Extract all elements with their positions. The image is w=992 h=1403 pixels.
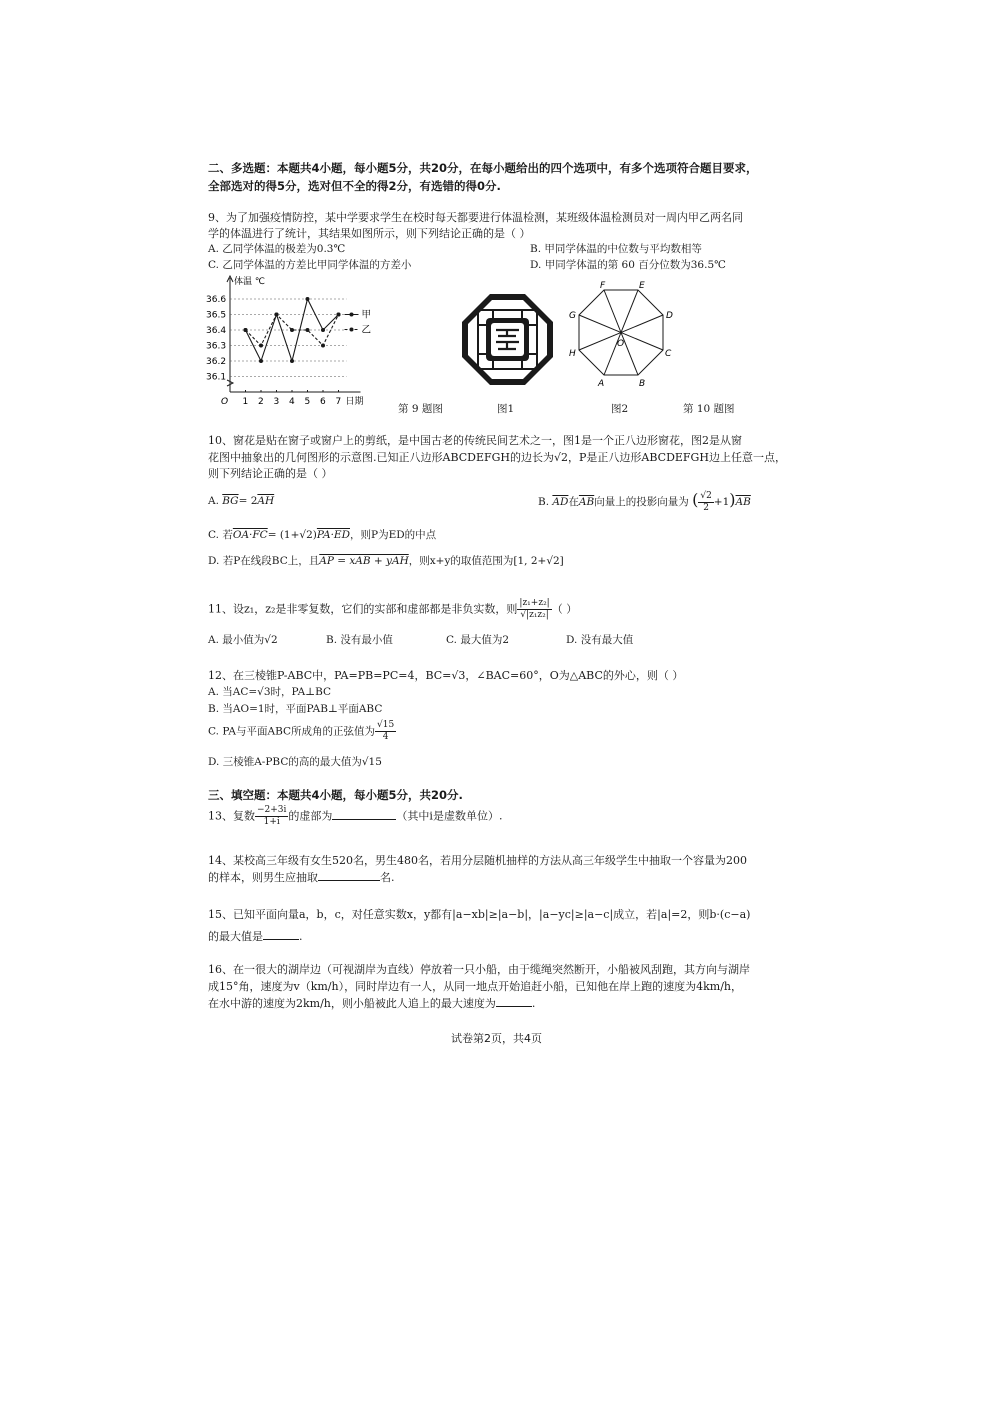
q10-option-b-label: B.	[538, 496, 550, 508]
legend-label-1: 甲	[361, 309, 372, 321]
data-point-series-2	[321, 344, 325, 348]
q16-stem-line3	[208, 995, 535, 1011]
q10-option-b-mid: 在	[568, 496, 579, 508]
q10-option-d	[208, 553, 564, 568]
q10-option-d-text: ，则x+y的取值范围为[1, 2+√2]	[408, 555, 564, 567]
q10-stem-line2	[208, 449, 786, 465]
q10-option-c-expr2: PA·ED	[316, 529, 350, 541]
q15-stem-line1: 15、已知平面向量a，b，c，对任意实数x，y都有|a−xb|≥|a−b|，|a−yc|≥|a−c|成立，若|a|=2，则b·(c−a)	[208, 908, 751, 921]
q13-den: 1+i	[263, 817, 280, 827]
octagon-label-o: O	[617, 339, 625, 349]
q10-option-b-text: 向量上的投影向量为	[594, 496, 689, 508]
q11-option-b: B. 没有最小值	[326, 634, 393, 646]
octagon-label-c: C	[665, 349, 672, 359]
caption-q10: 第 10 题图	[683, 403, 735, 415]
q12-stem: 12、在三棱锥P-ABC中，PA=PB=PC=4，BC=√3，∠BAC=60°，O为△ABC的外心，则（ ）	[208, 669, 684, 682]
q10-option-a-label: A.	[208, 495, 219, 507]
data-point-series-1	[259, 359, 263, 363]
q9-stem-line2: 学的体温进行了统计，其结果如图所示，则下列结论正确的是（ ）	[208, 227, 531, 240]
data-point-series-1	[290, 359, 294, 363]
x-tick-label: 4	[289, 397, 295, 407]
x-tick-label: 2	[258, 397, 264, 407]
q11-num: |z₁+z₂|	[519, 598, 550, 608]
q11-option-d: D. 没有最大值	[566, 634, 634, 646]
octagon-label-d: D	[666, 311, 673, 321]
data-point-series-1	[306, 297, 310, 301]
q14-unit: 名.	[380, 871, 395, 884]
x-axis-label: 日期	[345, 397, 364, 407]
x-tick-label: 3	[273, 397, 280, 407]
vector-ad: $\overline{AD}$	[552, 496, 569, 508]
legend-label-2: 乙	[361, 324, 372, 336]
q12-option-c-text: C. PA与平面ABC所成角的正弦值为	[208, 725, 376, 738]
q10-option-a	[208, 495, 274, 507]
q11-stem-text: 11、设z₁，z₂是非零复数，它们的实部和虚部都是非负实数，则	[208, 602, 518, 616]
q13-stem	[208, 805, 502, 828]
q16-stem-line1: 16、在一很大的湖岸边（可视湖岸为直线）停放着一只小船，由于缆绳突然断开，小船被风刮跑，其方向与湖岸	[208, 963, 750, 976]
octagon-label-f: F	[600, 281, 606, 291]
vector-bg: $\overline{BG}$	[222, 495, 239, 507]
q12-option-b: B. 当AO=1时，平面PAB⊥平面ABC	[208, 703, 383, 715]
x-tick-label: 7	[335, 397, 342, 407]
q13-answer-blank[interactable]	[332, 819, 396, 820]
data-point-series-2	[275, 313, 279, 317]
legend-marker-1	[350, 313, 354, 317]
q13-text: 的虚部为	[288, 809, 333, 823]
data-point-series-2	[259, 344, 263, 348]
q10-option-c-mid: = (1+√2)	[267, 529, 317, 541]
q11-option-a: A. 最小值为√2	[208, 634, 278, 646]
q9-option-b: B. 甲同学体温的中位数与平均数相等	[530, 243, 702, 255]
data-point-series-2	[244, 328, 248, 332]
q15-period: .	[299, 930, 303, 943]
q10-option-b-num: √2	[700, 490, 712, 501]
q10-option-a-eq: = 2	[238, 495, 258, 507]
q13-num: −2+3i	[257, 805, 287, 815]
data-point-series-1	[321, 328, 325, 332]
vector-ah: $\overline{AH}$	[257, 495, 275, 507]
q14-answer-blank[interactable]	[318, 880, 380, 881]
q11-stem	[208, 598, 577, 621]
q11-den: √|z₁z₂|	[520, 610, 549, 620]
q14-stem-line1: 14、某校高三年级有女生520名，男生480名，若用分层随机抽样的方法从高三年级学生中抽取一个容量为200	[208, 854, 747, 867]
octagon-label-b: B	[639, 379, 646, 389]
y-tick-label: 36.6	[206, 295, 227, 305]
x-tick-label: 6	[320, 397, 326, 407]
q14-text: 的样本，则男生应抽取	[208, 871, 318, 884]
q10-option-d-expr: AP = xAB + yAH	[319, 555, 409, 567]
x-tick-label: 5	[304, 397, 311, 407]
data-point-series-2	[337, 313, 341, 317]
q10-stem-line2-text: 花图中抽象出的几何图形的示意图.已知正八边形ABCDEFGH的边长为	[208, 451, 555, 464]
legend-marker-2	[350, 328, 354, 332]
q12-option-c	[208, 720, 396, 743]
octagon-label-e: E	[639, 281, 645, 291]
section-2-header-line2: 全部选对的得5分，选对但不全的得2分，有选错的得0分.	[208, 179, 501, 193]
q10-option-d-label: D. 若P在线段BC上，且	[208, 555, 320, 567]
q13-label: 13、复数	[208, 809, 255, 823]
q11-option-c: C. 最大值为2	[446, 634, 510, 646]
section-2-header-line1: 二、多选题：本题共4小题，每小题5分，共20分，在每小题给出的四个选项中，有多个选项符合题目要求，	[208, 161, 758, 175]
caption-fig2: 图2	[611, 403, 629, 415]
q12-option-d: D. 三棱锥A-PBC的高的最大值为√15	[208, 756, 382, 768]
y-tick-label: 36.1	[206, 372, 227, 383]
caption-fig1: 图1	[497, 403, 515, 415]
q14-stem-line2	[208, 869, 395, 885]
q12-option-c-num: √15	[377, 720, 395, 730]
page-footer: 试卷第2页，共4页	[451, 1032, 542, 1045]
q9-option-c: C. 乙同学体温的方差比甲同学体温的方差小	[208, 259, 412, 271]
q12-option-a: A. 当AC=√3时，PA⊥BC	[208, 686, 332, 698]
octagon-label-a: A	[598, 379, 605, 389]
q10-stem-line1: 10、窗花是贴在窗子或窗户上的剪纸，是中国古老的传统民间艺术之一，图1是一个正八边形窗花，图2是从窗	[208, 434, 742, 447]
q16-period: .	[531, 997, 536, 1010]
y-tick-label: 36.3	[206, 341, 227, 352]
q13-note: （其中i是虚数单位）.	[396, 809, 503, 823]
vector-ab-2: $\overline{AB}$	[735, 496, 751, 508]
q15-text: 的最大值是	[208, 930, 263, 943]
data-point-series-2	[306, 328, 310, 332]
q9-option-a: A. 乙同学体温的极差为0.3℃	[208, 243, 346, 255]
octagon-label-g: G	[569, 311, 576, 321]
caption-q9: 第 9 题图	[398, 403, 443, 415]
y-tick-label: 36.2	[206, 357, 227, 367]
q10-option-c-text: ，则P为ED的中点	[350, 529, 437, 541]
x-tick-label: 1	[242, 397, 249, 407]
q10-stem-line2-rest: ，P是正八边形ABCDEFGH边上任意一点，	[568, 451, 786, 464]
chart-layer	[206, 275, 371, 407]
q16-answer-blank[interactable]	[496, 1006, 532, 1007]
q10-option-b: B. $\overline{AD}$在$\overline{AB}$向量上的投影向量为 ( $\frac{√2}{2}$ $+1)\overline{AB}$	[538, 490, 751, 513]
fig1-window-flower	[460, 292, 555, 387]
y-tick-label: 36.5	[206, 310, 227, 321]
q15-answer-blank[interactable]	[263, 939, 299, 940]
y-tick-label: 36.4	[206, 326, 227, 336]
q10-option-c-expr1: OA·FC	[232, 529, 268, 541]
q9-stem-line1: 9、为了加强疫情防控，某中学要求学生在校时每天都要进行体温检测，某班级体温检测员对一周内甲乙两名同	[208, 211, 743, 224]
q9-temperature-chart	[200, 270, 380, 415]
fig2-octagon-diagram	[560, 278, 685, 393]
section-3-header: 三、填空题：本题共4小题，每小题5分，共20分.	[208, 788, 463, 802]
q16-text: 在水中游的速度为2km/h，则小船被此人追上的最大速度为	[208, 997, 496, 1010]
q10-option-c-label: C. 若	[208, 529, 233, 541]
data-point-series-2	[290, 328, 294, 332]
q10-stem-line3: 则下列结论正确的是（ ）	[208, 467, 333, 480]
octagon-label-h: H	[569, 349, 576, 359]
q16-stem-line2: 成15°角，速度为v（km/h），同时岸边有一人，从同一地点开始追赶小船，已知他在岸上跑的速度为4km/h，	[208, 980, 742, 993]
q10-option-c	[208, 527, 436, 542]
q10-side-length: √2	[554, 451, 569, 464]
q15-stem-line2	[208, 928, 303, 944]
q11-stem-paren: （ ）	[551, 602, 578, 616]
q12-option-c-den: 4	[382, 732, 389, 742]
y-axis-label: 体温 ℃	[234, 277, 265, 287]
q9-option-d: D. 甲同学体温的第 60 百分位数为36.5℃	[530, 259, 726, 271]
q10-option-b-den: 2	[703, 502, 709, 513]
vector-ab: $\overline{AB}$	[578, 496, 595, 508]
q10-option-b-plus: +1	[713, 496, 730, 508]
origin-label: O	[221, 397, 229, 407]
